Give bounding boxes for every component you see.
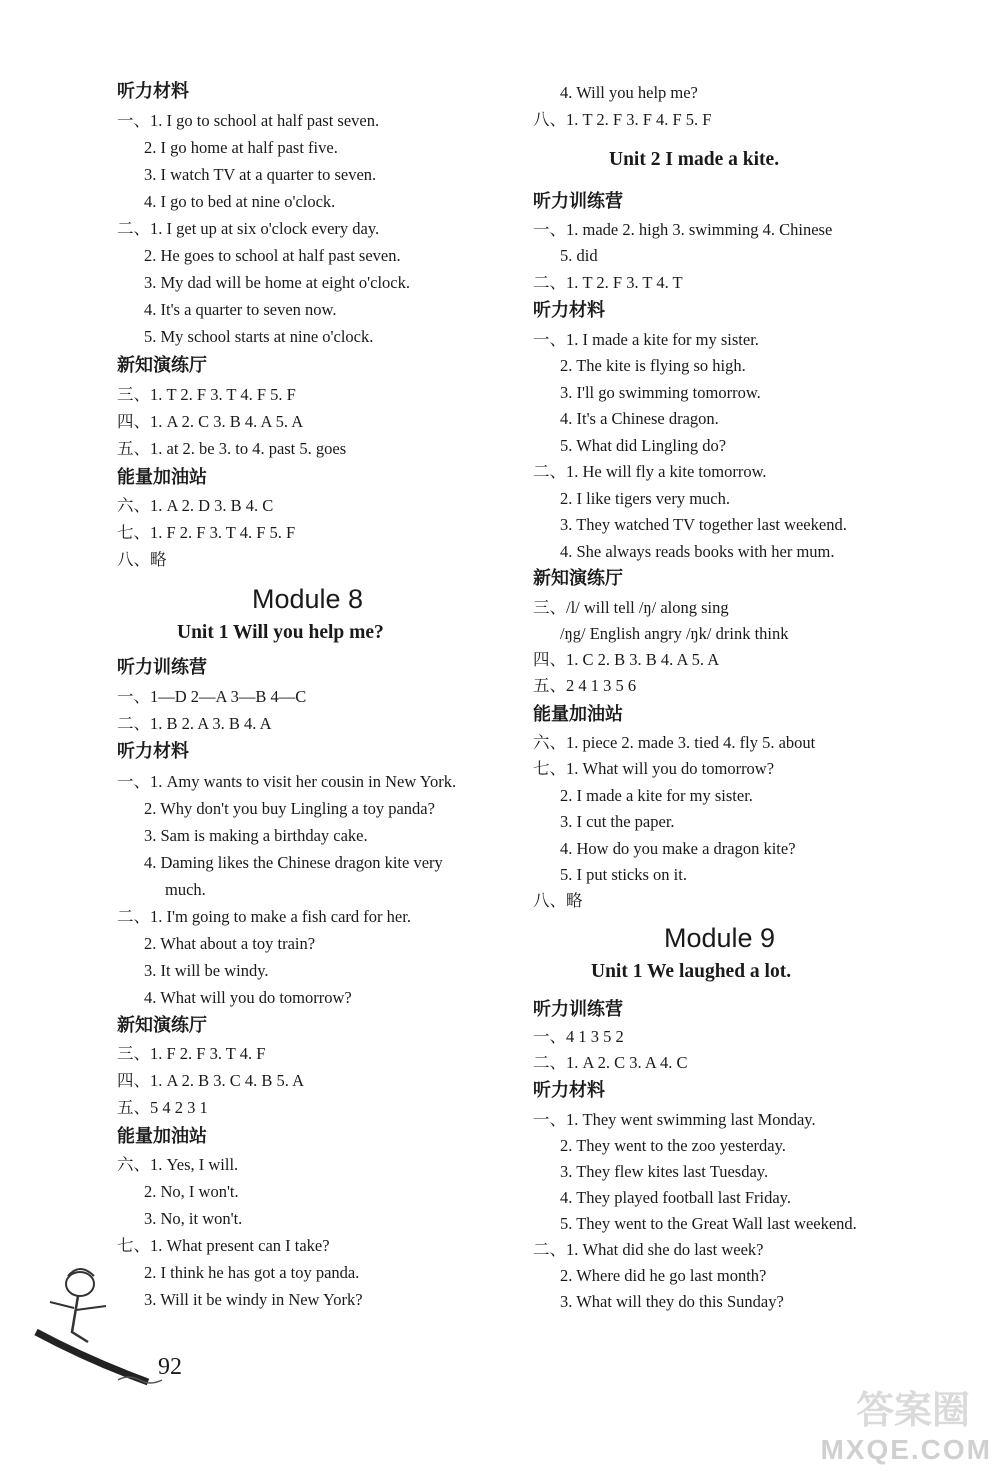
answer-line: 3. No, it won't. [144, 1209, 243, 1228]
answer-line: 一、1. made 2. high 3. swimming 4. Chinese [533, 220, 833, 239]
answer-line: 2. I think he has got a toy panda. [144, 1263, 360, 1282]
answer-line: 2. I made a kite for my sister. [560, 786, 753, 805]
answer-line: 5. I put sticks on it. [560, 865, 687, 884]
answer-line: 4. I go to bed at nine o'clock. [144, 192, 336, 211]
section-heading: 能量加油站 [117, 467, 207, 488]
answer-line: 2. The kite is flying so high. [560, 356, 746, 375]
answer-line: 4. It's a quarter to seven now. [144, 300, 337, 319]
answer-line: 二、1. B 2. A 3. B 4. A [117, 714, 272, 733]
answer-line: 3. I watch TV at a quarter to seven. [144, 165, 377, 184]
answer-line: 八、1. T 2. F 3. F 4. F 5. F [533, 110, 712, 129]
section-heading: 听力材料 [533, 1080, 605, 1101]
answer-line: 三、1. T 2. F 3. T 4. F 5. F [117, 385, 296, 404]
section-heading: 能量加油站 [117, 1126, 207, 1147]
answer-line: 3. What will they do this Sunday? [560, 1292, 784, 1311]
answer-line: 5. They went to the Great Wall last weekend. [560, 1214, 857, 1233]
answer-line: 4. She always reads books with her mum. [560, 542, 835, 561]
answer-line: 2. Why don't you buy Lingling a toy panda? [144, 799, 435, 818]
answer-line: 四、1. A 2. C 3. B 4. A 5. A [117, 412, 304, 431]
answer-line: 八、略 [533, 891, 583, 910]
answer-line: 一、4 1 3 5 2 [533, 1027, 624, 1046]
answer-line: 六、1. piece 2. made 3. tied 4. fly 5. about [533, 733, 816, 752]
answer-line: 2. They went to the zoo yesterday. [560, 1136, 786, 1155]
answer-line: 4. Will you help me? [560, 83, 698, 102]
section-heading: 听力材料 [117, 81, 189, 102]
answer-line: 3. They watched TV together last weekend. [560, 515, 847, 534]
answer-line: 七、1. What present can I take? [117, 1236, 330, 1255]
answer-line: 3. They flew kites last Tuesday. [560, 1162, 769, 1181]
answer-line: 2. No, I won't. [144, 1182, 239, 1201]
answer-line: 一、1. I go to school at half past seven. [117, 111, 380, 130]
answer-line: 2. I go home at half past five. [144, 138, 338, 157]
answer-line: 三、/l/ will tell /ŋ/ along sing [533, 598, 729, 617]
page-number: 92 [158, 1354, 182, 1380]
answer-line: 2. He goes to school at half past seven. [144, 246, 401, 265]
answer-line: 5. My school starts at nine o'clock. [144, 327, 374, 346]
section-heading: 听力训练营 [533, 191, 623, 212]
section-heading: 新知演练厅 [117, 1015, 207, 1036]
answer-line: 3. My dad will be home at eight o'clock. [144, 273, 410, 292]
answer-line: 2. I like tigers very much. [560, 489, 730, 508]
answer-line: 二、1. I'm going to make a fish card for her. [117, 907, 411, 926]
answer-line: 二、1. T 2. F 3. T 4. T [533, 273, 683, 292]
section-heading: 新知演练厅 [533, 568, 623, 589]
cartoon-surfer-icon [28, 1262, 178, 1392]
answer-line: 五、2 4 1 3 5 6 [533, 676, 637, 695]
section-heading: 听力材料 [117, 741, 189, 762]
answer-line: 二、1. He will fly a kite tomorrow. [533, 462, 767, 481]
answer-line: 2. Where did he go last month? [560, 1266, 767, 1285]
section-heading: 听力训练营 [117, 657, 207, 678]
watermark-logo: 答案圈 [855, 1388, 970, 1432]
answer-line: 4. Daming likes the Chinese dragon kite very [144, 853, 443, 872]
answer-line: 三、1. F 2. F 3. T 4. F [117, 1044, 266, 1063]
answer-line: 二、1. A 2. C 3. A 4. C [533, 1053, 688, 1072]
module-title: Module 9 [664, 923, 776, 953]
module-title: Module 8 [252, 584, 364, 614]
answer-line: /ŋg/ English angry /ŋk/ drink think [560, 624, 789, 643]
answer-line: 4. What will you do tomorrow? [144, 988, 352, 1007]
answer-line: 二、1. I get up at six o'clock every day. [117, 219, 380, 238]
answer-line: 4. They played football last Friday. [560, 1188, 791, 1207]
answer-line: 二、1. What did she do last week? [533, 1240, 764, 1259]
answer-line: 一、1. They went swimming last Monday. [533, 1110, 816, 1129]
answer-line: 5. What did Lingling do? [560, 436, 727, 455]
answer-line: 一、1. Amy wants to visit her cousin in New York. [117, 772, 457, 791]
section-heading: 新知演练厅 [117, 355, 207, 376]
answer-line: 四、1. C 2. B 3. B 4. A 5. A [533, 650, 720, 669]
answer-line: 一、1—D 2—A 3—B 4—C [117, 687, 307, 706]
answer-line: 七、1. What will you do tomorrow? [533, 759, 775, 778]
answer-line: much. [165, 880, 206, 899]
section-heading: 听力训练营 [533, 999, 623, 1020]
answer-line: 2. What about a toy train? [144, 934, 316, 953]
answer-line: 4. How do you make a dragon kite? [560, 839, 796, 858]
answer-line: 4. It's a Chinese dragon. [560, 409, 719, 428]
answer-line: 3. Sam is making a birthday cake. [144, 826, 368, 845]
unit-title: Unit 1 Will you help me? [177, 622, 384, 643]
section-heading: 能量加油站 [533, 704, 623, 725]
answer-line: 3. I cut the paper. [560, 812, 675, 831]
answer-line: 一、1. I made a kite for my sister. [533, 330, 759, 349]
answer-line: 四、1. A 2. B 3. C 4. B 5. A [117, 1071, 305, 1090]
answer-line: 六、1. A 2. D 3. B 4. C [117, 496, 274, 515]
watermark-url: MXQE.COM [820, 1434, 992, 1465]
answer-line: 五、5 4 2 3 1 [117, 1098, 208, 1117]
unit-title: Unit 1 We laughed a lot. [591, 961, 792, 982]
answer-line: 3. It will be windy. [144, 961, 269, 980]
answer-line: 七、1. F 2. F 3. T 4. F 5. F [117, 523, 296, 542]
answer-line: 六、1. Yes, I will. [117, 1155, 239, 1174]
answer-line: 八、略 [117, 550, 167, 569]
answer-line: 五、1. at 2. be 3. to 4. past 5. goes [117, 439, 347, 458]
unit-title: Unit 2 I made a kite. [609, 149, 780, 170]
answer-line: 3. I'll go swimming tomorrow. [560, 383, 761, 402]
answer-line: 3. Will it be windy in New York? [144, 1290, 363, 1309]
section-heading: 听力材料 [533, 300, 605, 321]
answer-line: 5. did [560, 246, 598, 265]
